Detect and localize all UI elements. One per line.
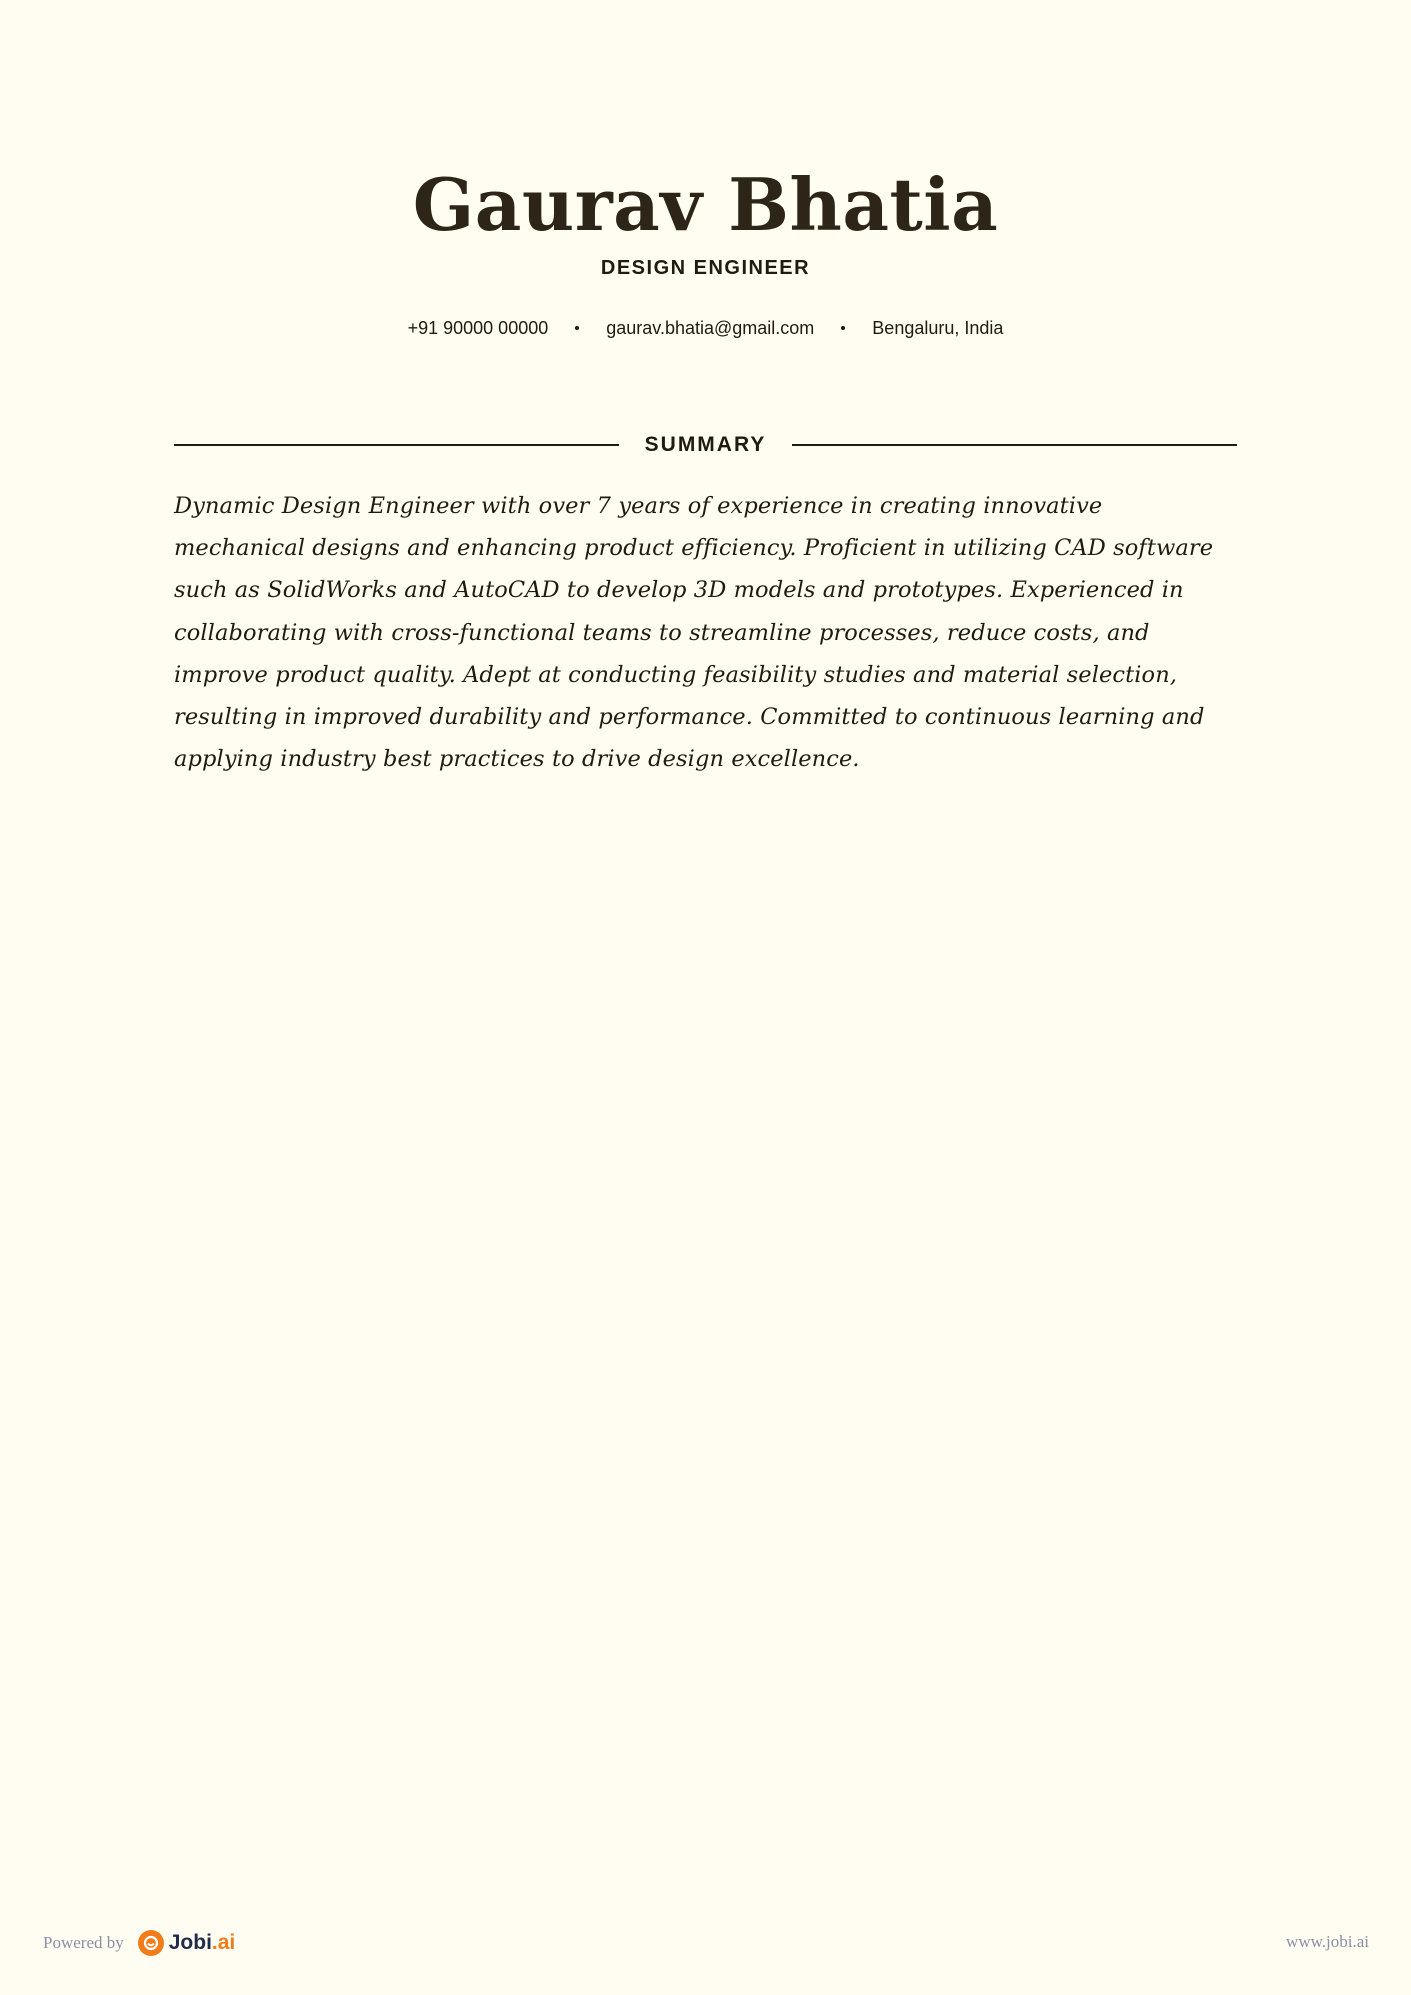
jobi-logo-text[interactable]	[169, 1931, 236, 1955]
phone-number: +91 90000 00000	[407, 318, 549, 338]
logo-accent: .ai	[211, 1931, 236, 1954]
candidate-name: Gaurav Bhatia	[412, 162, 999, 247]
job-title: DESIGN ENGINEER	[600, 257, 811, 279]
jobi-logo-icon	[138, 1930, 164, 1956]
summary-section-header	[174, 430, 1237, 460]
summary-text: Dynamic Design Engineer with over 7 years of experience in creating innovative mechanical designs and enhancing product efficiency. Proficient in utilizing CAD software such as SolidWorks and AutoCAD to develop 3D models and prototypes. Experienced in collaborating with cross-functional teams to streamline processes, reduce costs, and improve product quality. Adept at conducting feasibility studies and material selection, resulting in improved durability and performance. Committed to continuous learning and applying industry best practices to drive design excellence.	[174, 493, 1214, 773]
powered-by-footer	[43, 1926, 235, 1960]
separator-dot	[841, 326, 845, 330]
contact-line	[0, 316, 1411, 340]
divider-right	[792, 444, 1237, 446]
location: Bengaluru, India	[872, 318, 1004, 338]
smile-icon	[142, 1934, 160, 1952]
summary-heading: SUMMARY	[644, 433, 767, 456]
powered-by-label: Powered by	[43, 1933, 124, 1952]
separator-dot	[575, 326, 579, 330]
logo-main: Jobi	[168, 1931, 212, 1954]
email-address: gaurav.bhatia@gmail.com	[606, 318, 815, 338]
divider-left	[174, 444, 619, 446]
website-link[interactable]: www.jobi.ai	[1286, 1932, 1369, 1951]
